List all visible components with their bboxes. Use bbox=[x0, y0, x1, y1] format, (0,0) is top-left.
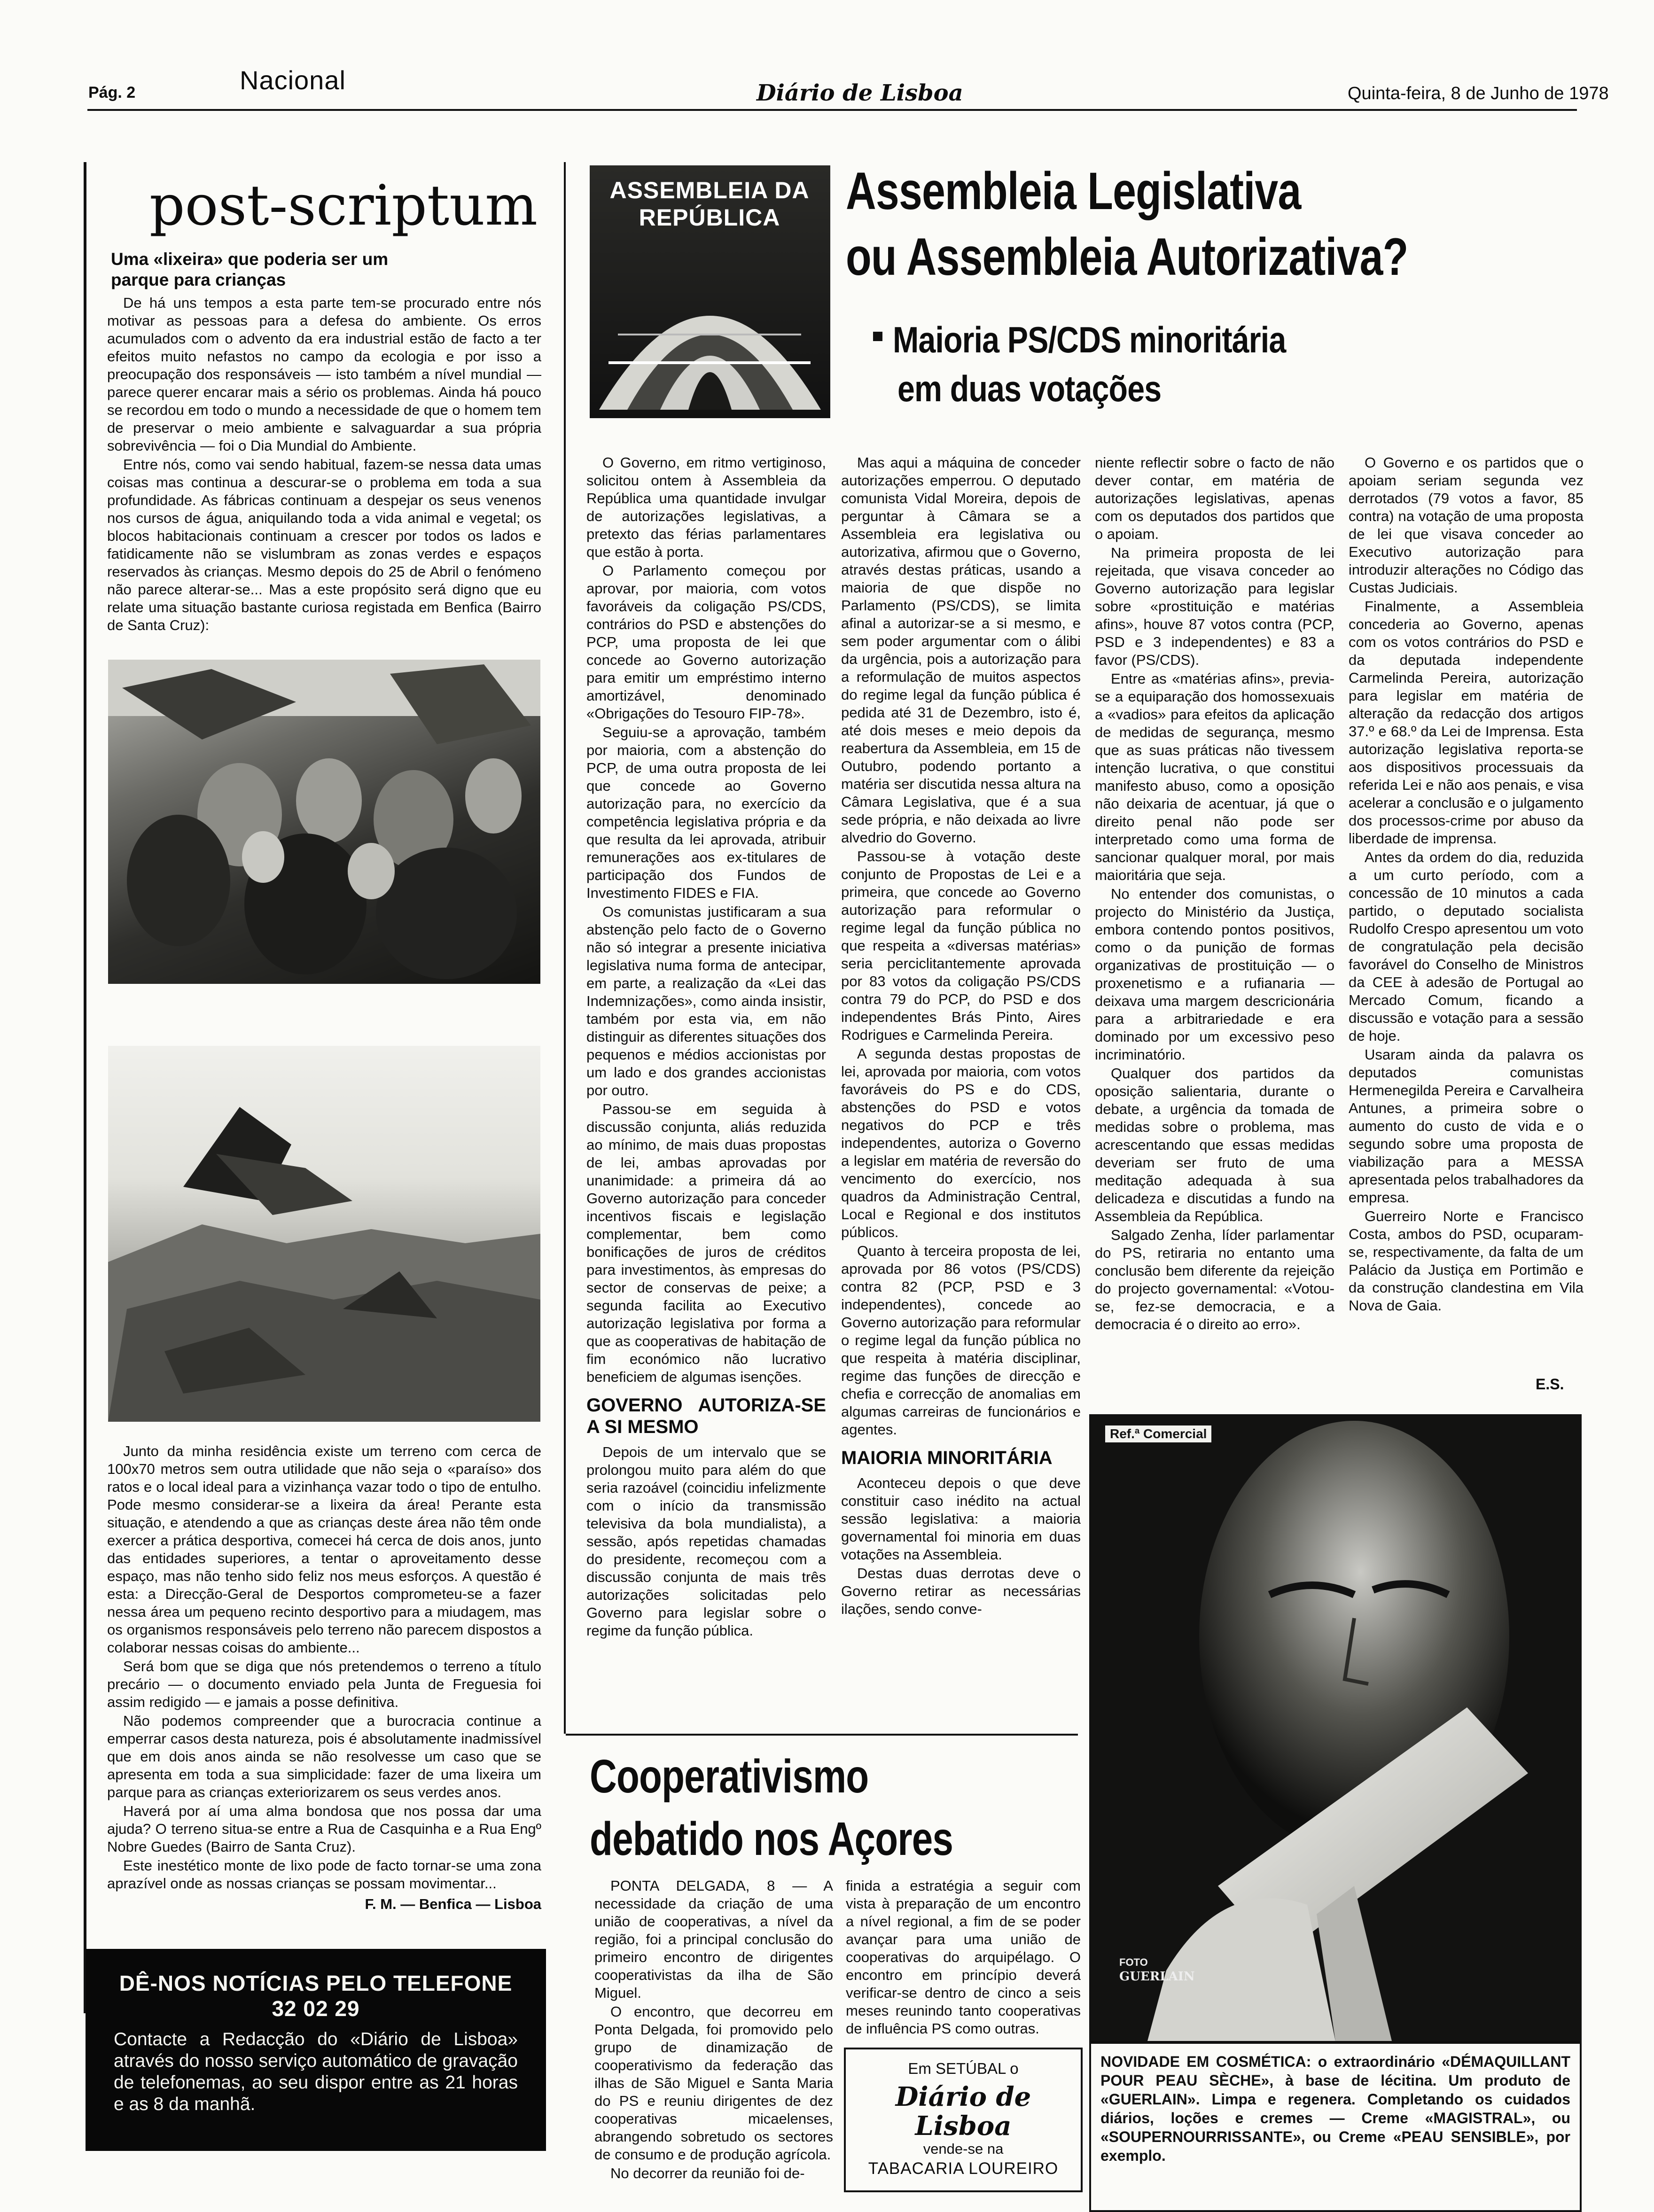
postscriptum-title: post-scriptum bbox=[149, 173, 538, 238]
ad-tag: Ref.ª Comercial bbox=[1105, 1425, 1211, 1442]
paragraph: Seguiu-se a aprovação, também por maioria, com a abstenção do PCP, de uma outra proposta de lei que concede ao Governo autorização para, no exercício da competência legislativa própria e da que resulta da lei aprovada, atribuir remunerações aos ex-titulares de participação dos Fundos de Investimento FIDES e FIA. bbox=[586, 724, 826, 901]
ad-credit-brand: GUERLAIN bbox=[1119, 1970, 1195, 1984]
assembleia-logo-text: ASSEMBLEIA DA REPÚBLICA bbox=[609, 177, 810, 231]
paragraph: Quanto à terceira proposta de lei, aprovada por 86 votos (PS/CDS) contra 82 (PCP, PSD e 3 independentes), concede ao Governo autorização para reformular o regime legal da função pública no que respeita à matéria disciplinar, regime das funções de direcção e chefia e correcção de anomalias em algumas carreiras de funcionários e agentes. bbox=[841, 1243, 1081, 1438]
postscriptum-text-bottom bbox=[107, 1442, 541, 1893]
setubal-line1: Em SETÚBAL o bbox=[908, 2060, 1019, 2077]
children-photo bbox=[108, 660, 540, 984]
paragraph: No entender dos comunistas, o projecto do Ministério da Justiça, embora contendo pontos positivos, como o da punição de formas organizativas de prostituição — o proxenetismo e a rufianaria — deixava uma margem descricionária para a arbitrariedade e era dominado por um excessivo peso incriminatório. bbox=[1095, 886, 1334, 1063]
paragraph: PONTA DELGADA, 8 — A necessidade da criação de uma união de cooperativas, a nível da região, foi a principal conclusão do primeiro encontro de dirigentes cooperativistas da ilha de São Miguel. bbox=[594, 1877, 833, 2001]
paragraph: Os comunistas justificaram a sua abstenção pelo facto de o Governo não só integrar a presente iniciativa legislativa numa forma de antecipar, em parte, a realização da «Lei das Indemnizações», como ainda insistir, também por esta via, em não distinguir as diferentes situações dos pequenos e médios accionistas por um lado e dos grandes accionistas por outro. bbox=[586, 903, 826, 1098]
main-headline-line2: ou Assembleia Autorizativa? bbox=[846, 227, 1408, 286]
header-rule bbox=[87, 109, 1577, 111]
phone-box bbox=[86, 1949, 546, 2151]
phone-box-body: Contacte a Redacção do «Diário de Lisboa» através do nosso serviço automático de gravação de telefonemas, ao seu dispor entre as 21 horas e as 8 da manhã. bbox=[114, 2029, 518, 2114]
paragraph: Não podemos compreender que a burocracia continue a emperrar casos desta natureza, pois é absolutamente inadmissível que em dois anos ainda se não resolvesse um caso que se apresenta em toda a sua simplicidade: fazer de uma lixeira um parque para as crianças exteriorizarem os seus verdes anos. bbox=[107, 1713, 541, 1800]
paragraph: De há uns tempos a esta parte tem-se procurado entre nós motivar as pessoas para a defesa do ambiente. Os erros acumulados com o advento da era industrial estão de facto a ter efeitos muito nefastos no campo da ecologia e por isso a preocupação dos responsáveis — isto também a nível mundial — parece querer encarar mais a sério os problemas. Ainda há pouco se recordou em todo o mundo a necessidade de que o homem tem de preservar o meio ambiente e salvaguardar a sua própria sobrevivência — foi o Dia Mundial do Ambiente. bbox=[107, 295, 541, 454]
paragraph: Passou-se à votação deste conjunto de Propostas de Lei e a primeira, que concede ao Governo autorização para reformular o regime legal da função pública no que respeita a «diversas matérias» seria perciclitantemente aprovada por 83 votos da coligação PS/CDS contra 79 do PCP, do PSD e dos independentes Brás Pinto, Aires Rodrigues e Carmelinda Pereira. bbox=[841, 848, 1081, 1043]
article-signature: E.S. bbox=[1536, 1376, 1564, 1393]
setubal-masthead: Diário de Lisboa bbox=[895, 2081, 1031, 2142]
postscriptum-subtitle: Uma «lixeira» que poderia ser um parque para crianças bbox=[111, 249, 389, 289]
paragraph: Na primeira proposta de lei rejeitada, que visava conceder ao Governo autorização para legislar sobre «prostituição e matérias afins», houve 87 votos contra (PCP, PSD e 3 independentes) e 83 a favor (PS/CDS). bbox=[1095, 545, 1334, 668]
setubal-box bbox=[844, 2048, 1083, 2192]
paragraph: Guerreiro Norte e Francisco Costa, ambos do PSD, ocuparam-se, respectivamente, da falta de um Palácio da Justiça em Portimão e da construção clandestina em Vila Nova de Gaia. bbox=[1349, 1208, 1584, 1314]
paragraph: O Governo, em ritmo vertiginoso, solicitou ontem à Assembleia da República uma quantidade invulgar de autorizações legislativas, a pretexto das férias parlamentares que estão à porta. bbox=[586, 454, 826, 560]
phone-box-title: DÊ-NOS NOTÍCIAS PELO TELEFONE 32 02 29 bbox=[119, 1971, 513, 2021]
rubble-photo bbox=[108, 1046, 540, 1422]
paragraph: O Parlamento começou por aprovar, por maioria, com votos favoráveis da coligação PS/CDS, contrários do PSD e abstenções do PCP, uma proposta de lei que concede ao Governo autorização para emitir um empréstimo interno amortizável, denominado «Obrigações do Tesouro FIP-78». bbox=[586, 562, 826, 722]
rubble-photo-shapes bbox=[108, 1046, 540, 1422]
issue-date: Quinta-feira, 8 de Junho de 1978 bbox=[1348, 84, 1609, 103]
paragraph: Qualquer dos partidos da oposição salientaria, durante o debate, a urgência da tomada de medidas sobre o problema, mas acrescentando que essas medidas deveriam ser fruto de uma meditação adequada à sua delicadeza e discutidas a fundo na Assembleia da República. bbox=[1095, 1065, 1334, 1224]
paragraph: Finalmente, a Assembleia concederia ao Governo, apenas com os votos contrários do PSD e da deputada independente Carmelinda Pereira, autorização para legislar em matéria de alteração da redacção dos artigos 37.º e 68.º da Lei de Imprensa. Esta autorização legislativa reporta-se aos dispositivos processuais da referida Lei e não aos penais, e visa acelerar a conclusão e o julgamento dos processos-crime por abuso da liberdade de imprensa. bbox=[1349, 598, 1584, 847]
deck-line2: em duas votações bbox=[897, 368, 1162, 409]
paragraph: finida a estratégia a seguir com vista à preparação de um encontro a nível regional, a fim de se poder avançar para uma união de cooperativas do arquipélago. O encontro em princípio deverá verificar-se dentro de cinco a seis meses reunindo tanto cooperativas de influência PS como outras. bbox=[846, 1877, 1081, 2037]
paragraph: Haverá por aí uma alma bondosa que nos possa dar uma ajuda? O terreno situa-se entre a Rua de Casquinha e a Rua Engº Nobre Guedes (Bairro de Santa Cruz). bbox=[107, 1803, 541, 1855]
paragraph: Destas duas derrotas deve o Governo retirar as necessárias ilações, sendo conve- bbox=[841, 1565, 1081, 1617]
page-number: Pág. 2 bbox=[88, 84, 136, 101]
coop-column-1 bbox=[594, 1877, 833, 2183]
article-column-1 bbox=[586, 454, 826, 1641]
advertisement bbox=[1089, 1414, 1582, 2212]
paragraph: Passou-se em seguida à discussão conjunta, aliás reduzida ao mínimo, de mais duas propostas de lei, ambas aprovadas por unanimidade: a primeira dá ao Governo autorização para conceder incentivos fiscais e legislação complementar, bem como bonificações de juros de créditos para investimentos, às empresas do sector de conservas de peixe; a segunda facilita ao Executivo autorização legislativa por forma a que as cooperativas de habitação de fim económico não lucrativo beneficiem de algumas isenções. bbox=[586, 1101, 826, 1385]
paragraph: Salgado Zenha, líder parlamentar do PS, retiraria no entanto uma conclusão bem diferente da rejeição do projecto governamental: «Votou-se, fez-se democracia, e a democracia é o direito ao erro». bbox=[1095, 1227, 1334, 1332]
setubal-line3: TABACARIA LOUREIRO bbox=[868, 2159, 1059, 2178]
deck-bullet bbox=[873, 332, 882, 341]
setubal-line2: vende-se na bbox=[923, 2141, 1004, 2157]
paragraph: Aconteceu depois o que deve constituir caso inédito na actual sessão legislativa: a maioria governamental foi minoria em duas votações na Assembleia. bbox=[841, 1475, 1081, 1563]
section-title: Nacional bbox=[240, 65, 346, 95]
ad-photo bbox=[1091, 1416, 1580, 2041]
masthead: Diário de Lisboa bbox=[757, 80, 963, 106]
paragraph: Entre as «matérias afins», previa-se a equiparação dos homossexuais a «vadios» para efeitos da aplicação de medidas de segurança, mesmo que as suas práticas não tivessem intenção lucrativa, o que constitui manifesto abuso, como a oposição não deixaria de acentuar, já que o direito penal não pode ser interpretado como uma forma de sancionar qualquer moral, por mais maioritária que seja. bbox=[1095, 670, 1334, 883]
paragraph: Entre nós, como vai sendo habitual, fazem-se nessa data umas coisas mas continua a descurar-se o problema em toda a sua profundidade. As fábricas continuam a despejar os seus venenos nos cursos de água, aniquilando toda a vida animal e vegetal; os blocos habitacionais continuam a crescer por todos os lados e fatidicamente não se vislumbram as zonas verdes e espaços reservados às crianças. Mesmo depois do 25 de Abril o fenómeno não parece alterar-se... Mas a este propósito será digno que eu relate uma situação bastante curiosa registada em Benfica (Bairro de Santa Cruz): bbox=[107, 456, 541, 633]
coop-headline-line2: debatido nos Açores bbox=[590, 1813, 953, 1865]
coop-rule bbox=[566, 1734, 1078, 1736]
subhead-governo: GOVERNO AUTORIZA-SE A SI MESMO bbox=[586, 1395, 826, 1437]
paragraph: niente reflectir sobre o facto de não dever contar, em matéria de autorizações legislativas, apenas com os deputados dos partidos que o apoiam. bbox=[1095, 454, 1334, 542]
paragraph: Usaram ainda da palavra os deputados comunistas Hermenegilda Pereira e Carvalheira Antunes, a primeira sobre o aumento do custo de vida e o segundo sobre uma proposta de viabilização para a MESSA apresentada pelos trabalhadores da empresa. bbox=[1349, 1046, 1584, 1206]
paragraph: Depois de um intervalo que se prolongou muito para além do que seria razoável (coincidiu infelizmente com o início da transmissão televisiva da bola mundialista), a sessão, após repetidas chamadas do presidente, recomeçou com a discussão conjunta de mais três autorizações solicitadas pelo Governo para legislar sobre o regime da função pública. bbox=[586, 1444, 826, 1639]
assembleia-logo bbox=[590, 165, 830, 418]
article-column-2 bbox=[841, 454, 1081, 1619]
postscriptum-signature: F. M. — Benfica — Lisboa bbox=[365, 1896, 541, 1912]
subhead-maioria: MAIORIA MINORITÁRIA bbox=[841, 1448, 1053, 1468]
coop-headline-line1: Cooperativismo bbox=[590, 1750, 869, 1803]
article-column-3 bbox=[1095, 454, 1334, 1334]
paragraph: O Governo e os partidos que o apoiam seriam segunda vez derrotados (79 votos a favor, 85 contra) na votação de uma proposta de lei que visava conceder ao Executivo autorização para introduzir alterações no Código das Custas Judiciais. bbox=[1349, 454, 1584, 596]
paragraph: O encontro, que decorreu em Ponta Delgada, foi promovido pelo grupo de dinamização de cooperativismo da federação das ilhas de São Miguel e Santa Maria do PS e reuniu dirigentes de dez cooperativas micaelenses, abrangendo sobretudo os sectores de consumo e de produção agrícola. bbox=[594, 2003, 833, 2163]
paragraph: Será bom que se diga que nós pretendemos o terreno a título precário — o documento enviado pela Junta de Freguesia foi assim redigido — e jamais a posse definitiva. bbox=[107, 1658, 541, 1710]
paragraph: No decorrer da reunião foi de- bbox=[610, 2165, 805, 2181]
coop-column-2 bbox=[846, 1877, 1081, 2039]
paragraph: A segunda destas propostas de lei, aprovada por maioria, com votos favoráveis do PS e do CDS, abstenções do PSD e votos negativos do PCP e três independentes, autoriza o Governo a legislar em matéria de reversão do vencimento do exercício, nos quadros da Administração Central, Local e Regional e dos institutos públicos. bbox=[841, 1045, 1081, 1240]
paragraph: Antes da ordem do dia, reduzida a um curto período, com a concessão de 10 minutos a cada partido, o deputado socialista Rudolfo Crespo apresentou um voto de congratulação pela decisão favorável do Conselho de Ministros da CEE à adesão de Portugal ao Mercado Comum, ficando a discussão e votação para a sessão de hoje. bbox=[1349, 849, 1584, 1044]
children-photo-shapes bbox=[108, 660, 540, 984]
left-column-rule bbox=[84, 162, 86, 2013]
deck-line1: Maioria PS/CDS minoritária bbox=[893, 319, 1286, 360]
center-column-rule bbox=[564, 162, 566, 1734]
ad-caption: NOVIDADE EM COSMÉTICA: o extraordinário «DÉMAQUILLANT POUR PEAU SÈCHE», à base de lécitina. Um produto de «GUERLAIN». Limpa e regenera. Completando os cuidados diários, loções e cremes — Creme «MAGISTRAL», ou «SOUPERNOURRISSANTE», ou Creme «PEAU SENSIBLE», por exemplo. bbox=[1091, 2044, 1580, 2210]
paragraph: Mas aqui a máquina de conceder autorizações emperrou. O deputado comunista Vidal Moreira, depois de perguntar à Câmara se a Assembleia era legislativa ou autorizativa, afirmou que o Governo, através destas práticas, usando a maioria de que dispõe no Parlamento (PS/CDS), se limita afinal a autorizar-se a si mesmo, e sem poder argumentar com o álibi da urgência, pois a autorização para a reformulação de muitos aspectos do regime legal da função pública é pedida até 31 de Dezembro, isto é, até dois meses e meio depois da reabertura da Assembleia, em 15 de Outubro, podendo portanto a matéria ser discutida nessa altura na Câmara Legislativa, que é a sua sede própria, e não deixada ao livre alvedrio do Governo. bbox=[841, 454, 1081, 846]
main-headline-line1: Assembleia Legislativa bbox=[846, 162, 1301, 220]
article-column-4 bbox=[1349, 454, 1584, 1316]
paragraph: Junto da minha residência existe um terreno com cerca de 100x70 metros sem outra utilidade que não seja o «paraíso» dos ratos e o local ideal para a vizinhança vazar todo o tipo de entulho. Pode mesmo considerar-se a lixeira da área! Perante esta situação, e atendendo a que as crianças deste área não têm onde exercer a prática desportiva, comecei há cerca de dois anos, junto das entidades superiores, a tentar o aproveitamento desse espaço, mas não tenho sido feliz nos meus esforços. A questão é esta: a Direcção-Geral de Desportos comprometeu-se a fazer nessa área um pequeno recinto desportivo para a miudagem, mas os organismos responsáveis pelo terreno não parecem dispostos a colaborar nessas coisas do ambiente... bbox=[107, 1443, 541, 1656]
postscriptum-text-top bbox=[107, 294, 541, 635]
ad-credit-foto: FOTO bbox=[1119, 1956, 1148, 1968]
paragraph: Este inestético monte de lixo pode de facto tornar-se uma zona aprazível onde as nossas crianças se possam movimentar... bbox=[107, 1857, 541, 1892]
